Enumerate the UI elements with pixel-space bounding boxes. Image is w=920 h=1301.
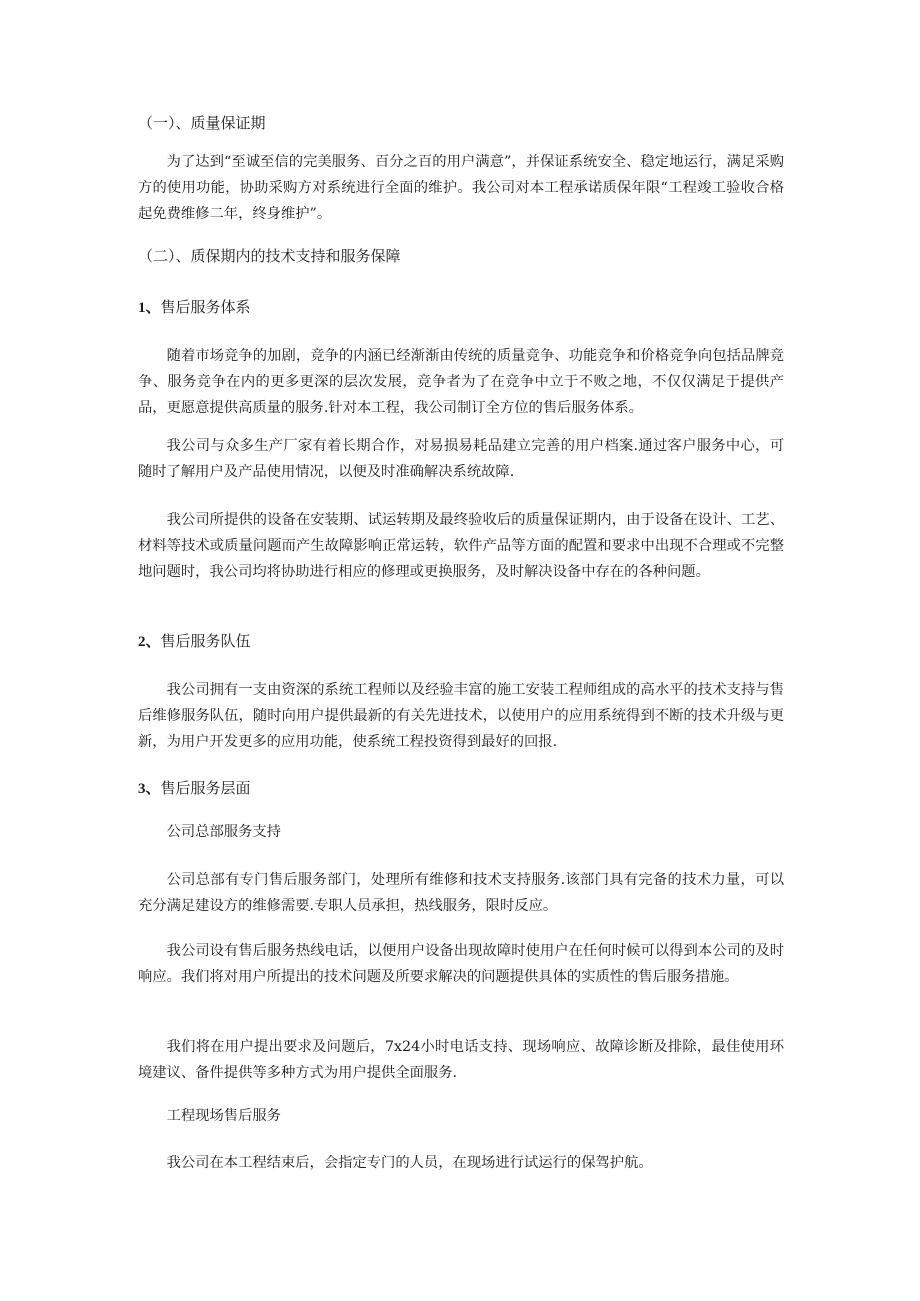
subsection-heading-service-system: 1、售后服务体系 (138, 298, 251, 316)
subsection-heading-service-team: 2、售后服务队伍 (138, 632, 251, 650)
paragraph: 公司总部有专门售后服务部门，处理所有维修和技术支持服务.该部门具有完备的技术力量，可以充分满足建设方的维修需要.专职人员承担，热线服务，限时反应。 (138, 872, 784, 914)
paragraph: 我公司在本工程结束后，会指定专门的人员，在现场进行试运行的保驾护航。 (166, 1155, 653, 1171)
subsection-heading-service-levels: 3、售后服务层面 (138, 779, 251, 797)
subheading-hq-support: 公司总部服务支持 (166, 824, 281, 840)
paragraph: 我公司与众多生产厂家有着长期合作，对易损易耗品建立完善的用户档案.通过客户服务中心，可随时了解用户及产品使用情况，以便及时准确解决系统故障. (138, 438, 784, 480)
paragraph: 我们将在用户提出要求及问题后，7x24小时电话支持、现场响应、故障诊断及排除，最佳使用环境建议、备件提供等多种方式为用户提供全面服务. (138, 1039, 784, 1081)
paragraph: 为了达到“至诚至信的完美服务、百分之百的用户满意”，并保证系统安全、稳定地运行，满足采购方的使用功能，协助采购方对系统进行全面的维护。我公司对本工程承诺质保年限“工程竣工验收合格起免费维修二年，终身维护”。 (138, 154, 784, 222)
section-heading-quality-period: （一）、质量保证期 (138, 114, 266, 132)
paragraph: 我公司设有售后服务热线电话，以便用户设备出现故障时使用户在任何时候可以得到本公司的及时响应。我们将对用户所提出的技术问题及所要求解决的问题提供具体的实质性的售后服务措施。 (138, 943, 784, 985)
paragraph: 我公司所提供的设备在安装期、试运转期及最终验收后的质量保证期内，由于设备在设计、工艺、材料等技术或质量问题而产生故障影响正常运转，软件产品等方面的配置和要求中出现不合理或不完整地问题时，我公司均将协助进行相应的修理或更换服务，及时解决设备中存在的各种问题。 (138, 512, 784, 580)
subheading-onsite-service: 工程现场售后服务 (166, 1108, 281, 1124)
paragraph: 我公司拥有一支由资深的系统工程师以及经验丰富的施工安装工程师组成的高水平的技术支持与售后维修服务队伍，随时向用户提供最新的有关先进技术，以使用户的应用系统得到不断的技术升级与更新，为用户开发更多的应用功能，使系统工程投资得到最好的回报. (138, 682, 784, 750)
section-heading-tech-support: （二）、质保期内的技术支持和服务保障 (138, 247, 401, 265)
paragraph: 随着市场竞争的加剧，竞争的内涵已经渐渐由传统的质量竞争、功能竞争和价格竞争向包括品牌竞争、服务竞争在内的更多更深的层次发展，竞争者为了在竞争中立于不败之地，不仅仅满足于提供产品，更愿意提供高质量的服务.针对本工程，我公司制订全方位的售后服务体系。 (138, 348, 784, 416)
